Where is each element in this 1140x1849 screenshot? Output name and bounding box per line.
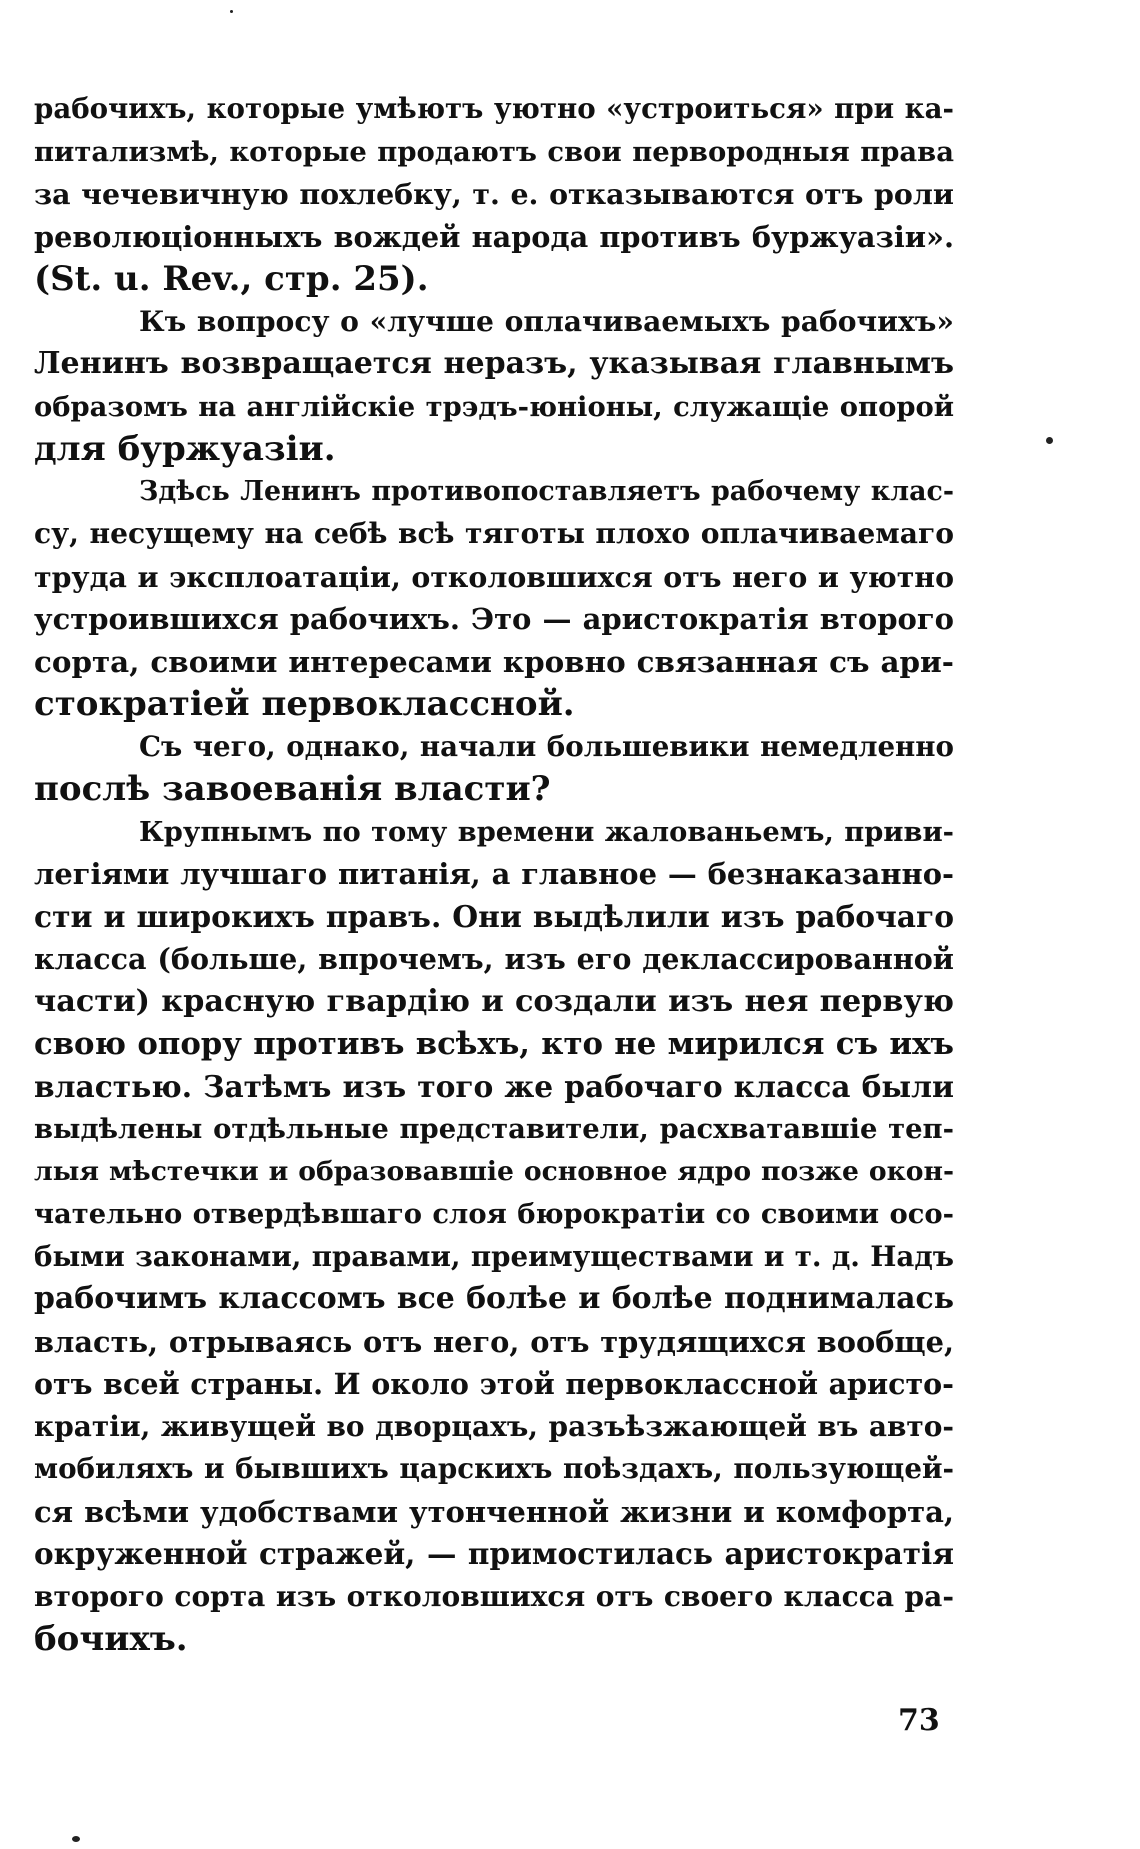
text-line: революціонныхъ вождей народа противъ буржуазіи». [34,219,954,254]
text-line: (St. u. Rev., стр. 25). [34,259,429,299]
body-text [34,88,954,1661]
paragraph-first-line: Къ вопросу о «лучше оплачиваемыхъ рабочихъ» [139,304,954,338]
text-line: кратіи, живущей во дворцахъ, разъѣзжающей въ авто- [34,1409,954,1443]
text-line: устроившихся рабочихъ. Это — аристократія второго [34,602,954,636]
print-speck [72,1836,80,1842]
text-line: быми законами, правами, преимуществами и т. д. Надъ [34,1239,954,1273]
text-line: сти и широкихъ правъ. Они выдѣлили изъ рабочаго [34,898,954,934]
text-line: ся всѣми удобствами утонченной жизни и комфорта, [34,1494,954,1529]
paragraph-first-line: Здѣсь Ленинъ противопоставляетъ рабочему клас- [139,475,954,507]
text-line: су, несущему на себѣ всѣ тяготы плохо оплачиваемаго [34,517,954,550]
text-line: части) красную гвардію и создали изъ нея первую [34,983,954,1019]
page-number: 73 [898,1703,940,1738]
text-line: для буржуазіи. [34,429,336,469]
text-line: класса (больше, впрочемъ, изъ его деклассированной [34,942,954,976]
paragraph-first-line: Крупнымъ по тому времени жалованьемъ, приви- [139,815,954,848]
text-line: стократіей первоклассной. [34,684,575,724]
text-line: послѣ завоеванія власти? [34,769,551,809]
text-line: за чечевичную похлебку, т. е. отказываются отъ роли [34,177,954,211]
text-line: легіями лучшаго питанія, а главное — безнаказанно- [34,857,954,891]
text-line: рабочихъ, которые умѣютъ уютно «устроиться» при ка- [34,92,954,125]
text-line: сорта, своими интересами кровно связанная съ ари- [34,643,954,679]
text-line: питализмѣ, которые продаютъ свои первородныя права [34,135,954,168]
text-line: отъ всей страны. И около этой первоклассной аристо- [34,1367,954,1401]
text-line: свою опору противъ всѣхъ, кто не мирился съ ихъ [34,1026,954,1062]
text-line: чательно отвердѣвшаго слоя бюрократіи со своими осо- [34,1198,954,1230]
text-line: власть, отрываясь отъ него, отъ трудящихся вообще, [34,1324,954,1359]
text-line: властью. Затѣмъ изъ того же рабочаго класса были [34,1068,954,1104]
paragraph-first-line: Съ чего, однако, начали большевики немедленно [139,729,954,763]
text-line: выдѣлены отдѣльные представители, расхватавшіе теп- [34,1113,954,1145]
print-speck [1046,437,1053,444]
text-line: бочихъ. [34,1619,188,1659]
text-line: Ленинъ возвращается неразъ, указывая главнымъ [34,346,954,381]
text-line: труда и эксплоатаціи, отколовшихся отъ него и уютно [34,559,954,594]
text-line: рабочимъ классомъ все болѣе и болѣе поднималась [34,1281,954,1316]
print-speck [230,10,233,13]
text-line: второго сорта изъ отколовшихся отъ своего класса ра- [34,1579,954,1613]
text-line: мобиляхъ и бывшихъ царскихъ поѣздахъ, пользующей- [34,1452,954,1485]
text-line: лыя мѣстечки и образовавшіе основное ядро позже окон- [34,1155,954,1187]
text-line: окруженной стражей, — примостилась аристократія [34,1536,954,1571]
text-line: образомъ на англійскіе трэдъ-юніоны, служащіе опорой [34,390,954,423]
